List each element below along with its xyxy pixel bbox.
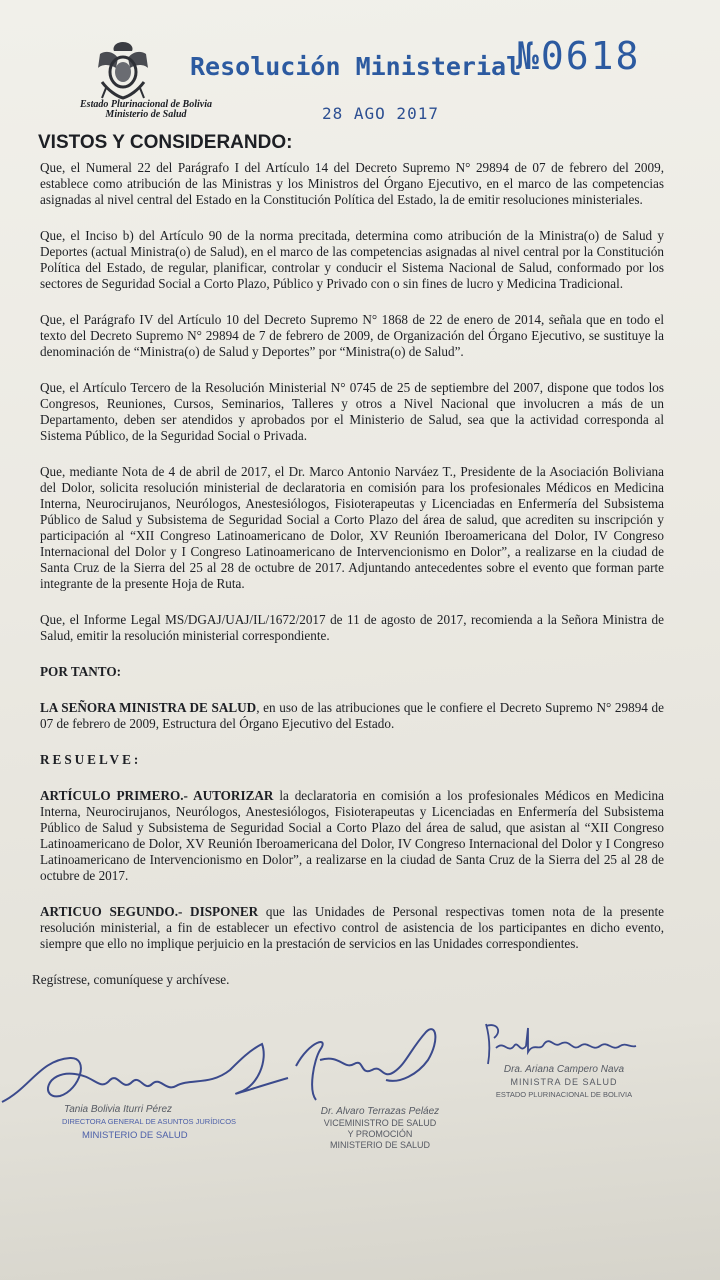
signature-left-title2: MINISTERIO DE SALUD bbox=[82, 1130, 188, 1141]
considerando-paragraph-3: Que, el Parágrafo IV del Artículo 10 del Decreto Supremo N° 1868 de 22 de enero de 2014, señala que en todo el texto del Decreto Supremo N° 29894 de 7 de febrero de 2009, de Organización del Órgano Ejecutivo, se sustituye la denominación de “Ministra(o) de Salud y Deportes” por “Ministra(o) de Salud”. bbox=[40, 312, 664, 359]
signature-center-name: Dr. Alvaro Terrazas Peláez bbox=[320, 1106, 440, 1117]
signature-left-name: Tania Bolivia Iturri Pérez bbox=[64, 1104, 173, 1115]
signature-right-title2: ESTADO PLURINACIONAL DE BOLIVIA bbox=[495, 1090, 633, 1099]
state-label bbox=[46, 100, 246, 120]
signature-center-title3: MINISTERIO DE SALUD bbox=[329, 1140, 430, 1150]
signature-left-title1: DIRECTORA GENERAL DE ASUNTOS JURÍDICOS bbox=[62, 1117, 237, 1126]
signature-right-icon bbox=[480, 1018, 640, 1068]
ministra-bold: LA SEÑORA MINISTRA DE SALUD bbox=[40, 700, 257, 715]
signature-center-title2: Y PROMOCIÓN bbox=[347, 1129, 413, 1139]
resolution-number: №0618 bbox=[516, 34, 641, 78]
articulo-primero-text: la declaratoria en comisión a los profesionales Médicos en Medicina Interna, Neurocirujanos, Neurólogos, Anestesiólogos, Fisioterapeutas y Licenciadas en Enfermería del Subsistema Público de Salud y Subsistema de Seguridad Social a Corto Plazo del área de salud, que asistan al “XII Congreso Latinoamericano de Dolor, XV Reunión Iberoamericana del Dolor, IV Congreso Internacional del Dolor y I Congreso Latinoamericano de Intervencionismo en Dolor”, a realizarse en la ciudad de Santa Cruz de la Sierra del 25 al 28 de octubre de 2017. bbox=[40, 788, 665, 883]
articulo-primero-bold: ARTÍCULO PRIMERO.- AUTORIZAR bbox=[40, 788, 274, 803]
signature-left-icon bbox=[0, 1030, 290, 1110]
considerando-paragraph-6: Que, el Informe Legal MS/DGAJ/UAJ/IL/1672/2017 de 11 de agosto de 2017, recomienda a la Señora Ministra de Salud, emitir la resolución ministerial correspondiente. bbox=[40, 612, 664, 643]
coat-of-arms-icon bbox=[92, 38, 154, 102]
por-tanto-heading: POR TANTO: bbox=[40, 664, 121, 679]
signature-right-name: Dra. Ariana Campero Nava bbox=[503, 1064, 625, 1075]
considerando-paragraph-4: Que, el Artículo Tercero de la Resolución Ministerial N° 0745 de 25 de septiembre del 2007, dispone que todos los Congresos, Reuniones, Cursos, Seminarios, Talleres y otros a Nivel Nacional que involucren a más de un Departamento, deben ser atendidos y aprobados por el Ministerio de Salud, sea que la actividad corresponda al Sistema Público, de la Seguridad Social o Privada. bbox=[40, 380, 664, 443]
section-heading-vistos: VISTOS Y CONSIDERANDO: bbox=[38, 132, 293, 153]
state-line-2: Ministerio de Salud bbox=[105, 109, 187, 120]
state-line-1: Estado Plurinacional de Bolivia bbox=[80, 99, 212, 110]
ministra-paragraph bbox=[40, 700, 664, 732]
considerando-paragraph-5: Que, mediante Nota de 4 de abril de 2017, el Dr. Marco Antonio Narváez T., Presidente de la Asociación Boliviana del Dolor, solicita resolución ministerial de declaratoria en comisión para los profesionales Médicos en Medicina Interna, Neurocirujanos, Neurólogos, Anestesiólogos, Fisioterapeutas y Licenciadas en Enfermería del Subsistema Público de Salud y Subsistema de Seguridad Social a Corto Plazo del área de salud, que acrediten su inscripción y participación al “XII Congreso Latinoamericano de Dolor, XV Reunión Iberoamericana del Dolor, IV Congreso Internacional del Dolor y I Congreso Latinoamericano de Intervencionismo en Dolor”, a realizarse en la ciudad de Santa Cruz de la Sierra del 25 al 28 de octubre de 2017. Adjuntando antecedentes sobre el evento que forman parte integrante de la presente Hoja de Ruta. bbox=[40, 464, 664, 591]
closing-line: Regístrese, comuníquese y archívese. bbox=[32, 972, 230, 987]
considerando-paragraph-1: Que, el Numeral 22 del Parágrafo I del Artículo 14 del Decreto Supremo N° 29894 de 07 de febrero del 2009, establece como atribución de las Ministras y los Ministros del Órgano Ejecutivo, en el marco de las competencias asignadas al nivel central del Estado en la Constitución Política del Estado, la de emitir resoluciones ministeriales. bbox=[40, 160, 664, 207]
articulo-segundo-bold: ARTICUO SEGUNDO.- DISPONER bbox=[40, 904, 259, 919]
considerando-paragraph-2: Que, el Inciso b) del Artículo 90 de la norma precitada, determina como atribución de la Ministra(o) de Salud y Deportes (actual Ministra(o) de Salud), en el marco de las competencias asignadas al nivel central por la Constitución Política del Estado, de regular, planificar, controlar y conducir el Sistema Nacional de Salud, conformado por los sectores de Seguridad Social a Corto Plazo, Público y Privado con o sin fines de lucro y Medicina Tradicional. bbox=[40, 228, 664, 291]
resuelve-heading: RESUELVE: bbox=[40, 752, 142, 767]
articulo-segundo-text: que las Unidades de Personal respectivas tomen nota de la presente resolución ministerial, a fin de establecer un efectivo control de asistencia de los participantes en dicho evento, siempre que ello no implique perjuicio en la prestación de servicios en las Unidades correspondientes. bbox=[40, 904, 664, 951]
articulo-segundo bbox=[40, 904, 664, 952]
document-body bbox=[32, 160, 665, 1008]
signature-center-icon bbox=[290, 1010, 450, 1110]
signature-center-title1: VICEMINISTRO DE SALUD bbox=[323, 1118, 437, 1128]
ministra-text: , en uso de las atribuciones que le confiere el Decreto Supremo N° 29894 de 07 de febrero de 2009, Estructura del Órgano Ejecutivo del Estado. bbox=[40, 700, 664, 731]
resolution-title: Resolución Ministerial bbox=[190, 52, 522, 81]
date-stamp: 28 AGO 2017 bbox=[322, 104, 439, 123]
articulo-primero bbox=[40, 788, 664, 884]
signature-right-title1: MINISTRA DE SALUD bbox=[510, 1077, 618, 1087]
